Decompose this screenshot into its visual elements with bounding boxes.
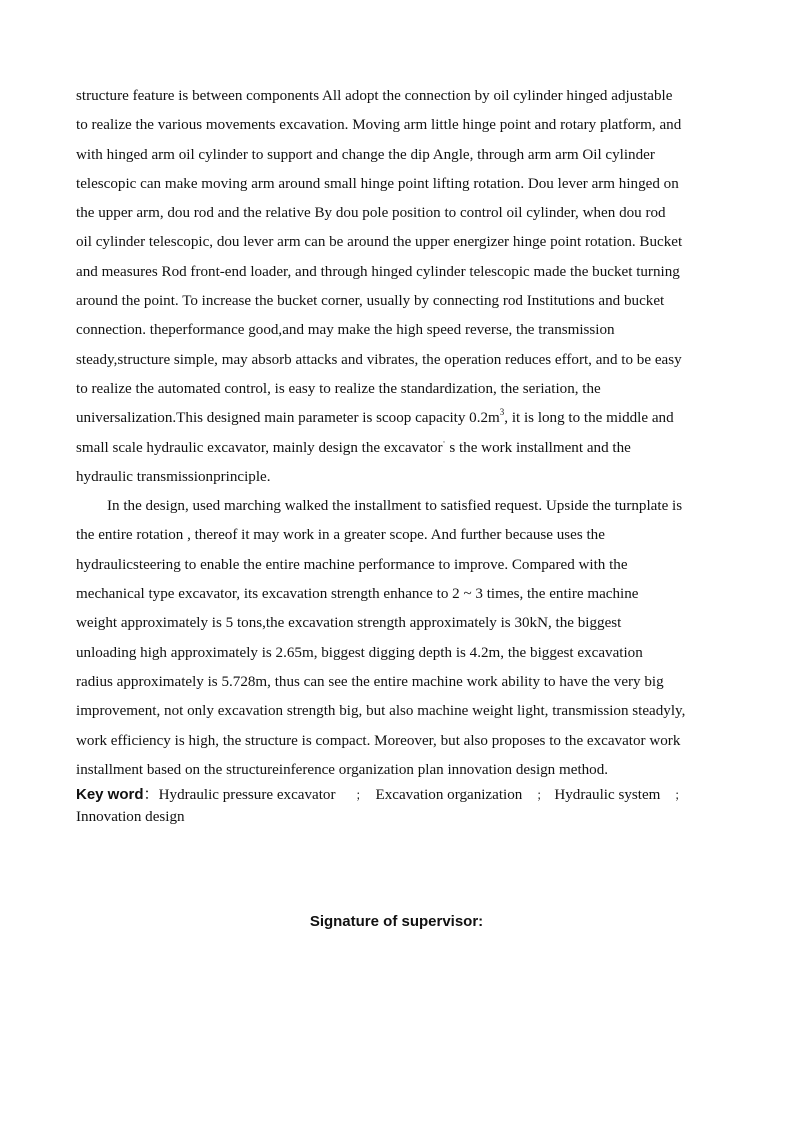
keyword-item: Hydraulic system bbox=[554, 787, 661, 803]
text-line bbox=[76, 434, 724, 463]
keyword-separator: ； bbox=[355, 788, 368, 802]
text-line: structure feature is between components All adopt the connection by oil cylinder hinged adjustable bbox=[76, 88, 673, 104]
text-line: to realize the automated control, is easy to realize the standardization, the seriation, the bbox=[76, 380, 601, 397]
keyword-item: Excavation organization bbox=[375, 787, 523, 803]
text-fragment: small scale hydraulic excavator, mainly design the excavator bbox=[76, 439, 443, 456]
keyword-separator: ； bbox=[536, 788, 549, 802]
keywords-label: Key word bbox=[76, 786, 144, 803]
text-line: the entire rotation , thereof it may work in a greater scope. And further because uses the bbox=[76, 527, 605, 544]
text-line: hydraulic transmissionprinciple. bbox=[76, 468, 271, 485]
text-line: improvement, not only excavation strength big, but also machine weight light, transmission steadyly, bbox=[76, 703, 686, 720]
text-line: around the point. To increase the bucket corner, usually by connecting rod Institutions and bucket bbox=[76, 293, 665, 310]
text-line: and measures Rod front-end loader, and through hinged cylinder telescopic made the bucket turning bbox=[76, 263, 680, 280]
text-line: to realize the various movements excavation. Moving arm little hinge point and rotary platform, and bbox=[76, 117, 682, 134]
apostrophe-mark: · bbox=[442, 436, 446, 447]
text-line: connection. theperformance good,and may make the high speed reverse, the transmission bbox=[76, 322, 615, 339]
text-line: unloading high approximately is 2.65m, biggest digging depth is 4.2m, the biggest excavation bbox=[76, 644, 643, 661]
text-line: telescopic can make moving arm around small hinge point lifting rotation. Dou lever arm hinged on bbox=[76, 175, 679, 192]
text-line: oil cylinder telescopic, dou lever arm can be around the upper energizer hinge point rotation. Bucket bbox=[76, 234, 683, 251]
text-line: radius approximately is 5.728m, thus can see the entire machine work ability to have the very big bbox=[76, 673, 664, 690]
text-fragment: , it is long to the middle and bbox=[504, 410, 674, 427]
abstract-body bbox=[76, 82, 724, 785]
text-line: hydraulicsteering to enable the entire machine performance to improve. Compared with the bbox=[76, 556, 628, 573]
text-line: In the design, used marching walked the installment to satisfied request. Upside the turnplate is bbox=[107, 498, 683, 515]
keywords-block bbox=[76, 784, 726, 828]
text-line: mechanical type excavator, its excavation strength enhance to 2 ~ 3 times, the entire machine bbox=[76, 586, 639, 603]
text-line: installment based on the structureinference organization plan innovation design method. bbox=[76, 761, 609, 778]
text-fragment: s the work installment and the bbox=[445, 439, 631, 456]
text-line: weight approximately is 5 tons,the excavation strength approximately is 30kN, the biggest bbox=[76, 615, 622, 632]
text-line: steady,structure simple, may absorb attacks and vibrates, the operation reduces effort, and to be easy bbox=[76, 351, 682, 368]
supervisor-signature-label: Signature of supervisor: bbox=[309, 913, 484, 930]
text-line bbox=[76, 404, 724, 433]
superscript: 3 bbox=[499, 407, 505, 418]
keyword-item: Innovation design bbox=[76, 809, 185, 825]
text-line: work efficiency is high, the structure is compact. Moreover, but also proposes to the excavator work bbox=[76, 732, 681, 749]
text-fragment: universalization.This designed main parameter is scoop capacity 0.2m bbox=[76, 410, 500, 427]
text-line: the upper arm, dou rod and the relative By dou pole position to control oil cylinder, when dou rod bbox=[76, 205, 666, 222]
keyword-separator: ； bbox=[674, 788, 687, 802]
keyword-item: Hydraulic pressure excavator bbox=[158, 787, 336, 803]
text-line: with hinged arm oil cylinder to support and change the dip Angle, through arm arm Oil cylinder bbox=[76, 146, 655, 163]
keywords-colon: ： bbox=[143, 787, 159, 803]
